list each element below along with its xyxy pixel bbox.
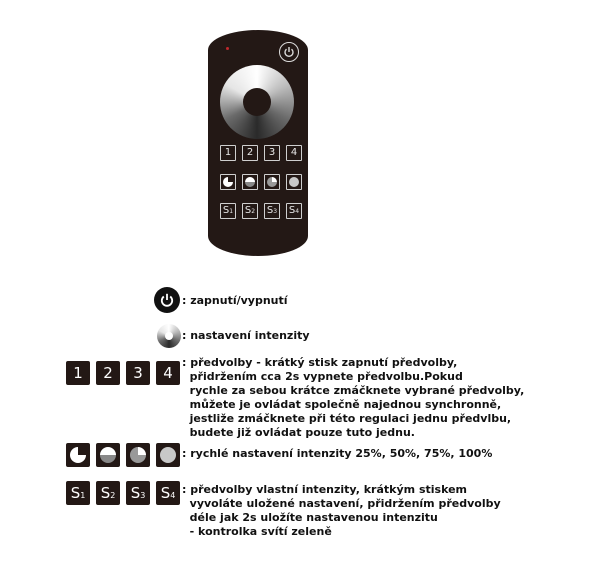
- brightness-75-icon: [130, 447, 146, 463]
- legend-key-3: 3: [126, 361, 150, 385]
- legend-key-2: 2: [96, 361, 120, 385]
- remote-key-3[interactable]: 3: [264, 145, 280, 161]
- indicator-led: [226, 47, 229, 50]
- brightness-50-icon: [100, 447, 116, 463]
- legend-power-text: : zapnutí/vypnutí: [182, 294, 288, 307]
- brightness-100-icon: [160, 447, 176, 463]
- remote-scene-s2[interactable]: S2: [242, 203, 258, 219]
- brightness-50-icon: [245, 177, 255, 187]
- legend-key-4: 4: [156, 361, 180, 385]
- legend-brightness-75: [126, 443, 150, 467]
- legend-intensity-text: : nastavení intenzity: [182, 329, 310, 342]
- remote-scene-s4[interactable]: S4: [286, 203, 302, 219]
- legend-scene-s4: S4: [156, 481, 180, 505]
- legend-power-icon: [154, 287, 180, 313]
- remote-scene-s1[interactable]: S1: [220, 203, 236, 219]
- legend-scene-s2: S2: [96, 481, 120, 505]
- remote-brightness-50-button[interactable]: [242, 174, 258, 190]
- remote-brightness-100-button[interactable]: [286, 174, 302, 190]
- legend-presets-text: : předvolby - krátký stisk zapnutí předvolby, přidržením cca 2s vypnete předvolbu.Pokud rychle za sebou krátce zmáčknete vybrané předvolby, můžete je ovládat společně najednou synchronně, jestliže zmáčknete při této regulaci jednu předvlbu, budete již ovládat pouze tuto jednu.: [182, 356, 525, 439]
- remote-key-4[interactable]: 4: [286, 145, 302, 161]
- remote-brightness-75-button[interactable]: [264, 174, 280, 190]
- remote-scene-s3[interactable]: S3: [264, 203, 280, 219]
- power-button[interactable]: [279, 42, 299, 62]
- legend-scene-s1: S1: [66, 481, 90, 505]
- legend-brightness-100: [156, 443, 180, 467]
- legend-scenes-text: : předvolby vlastní intenzity, krátkým stiskem vyvoláte uložené nastavení, přidržením předvolby déle jak 2s uložíte nastavenou intenzitu - kontrolka svítí zeleně: [182, 483, 501, 538]
- legend-intensity-wheel-icon: [157, 324, 181, 348]
- legend-brightness-50: [96, 443, 120, 467]
- power-icon: [283, 46, 295, 58]
- legend-key-1: 1: [66, 361, 90, 385]
- legend-scene-s3: S3: [126, 481, 150, 505]
- remote-control: [208, 30, 308, 256]
- remote-brightness-25-button[interactable]: [220, 174, 236, 190]
- remote-key-1[interactable]: 1: [220, 145, 236, 161]
- legend-brightness-25: [66, 443, 90, 467]
- brightness-25-icon: [223, 177, 233, 187]
- brightness-100-icon: [289, 177, 299, 187]
- remote-key-2[interactable]: 2: [242, 145, 258, 161]
- wheel-center: [243, 88, 271, 116]
- brightness-75-icon: [267, 177, 277, 187]
- legend-quick-text: : rychlé nastavení intenzity 25%, 50%, 75%, 100%: [182, 447, 493, 460]
- brightness-25-icon: [70, 447, 86, 463]
- intensity-wheel[interactable]: [220, 65, 294, 139]
